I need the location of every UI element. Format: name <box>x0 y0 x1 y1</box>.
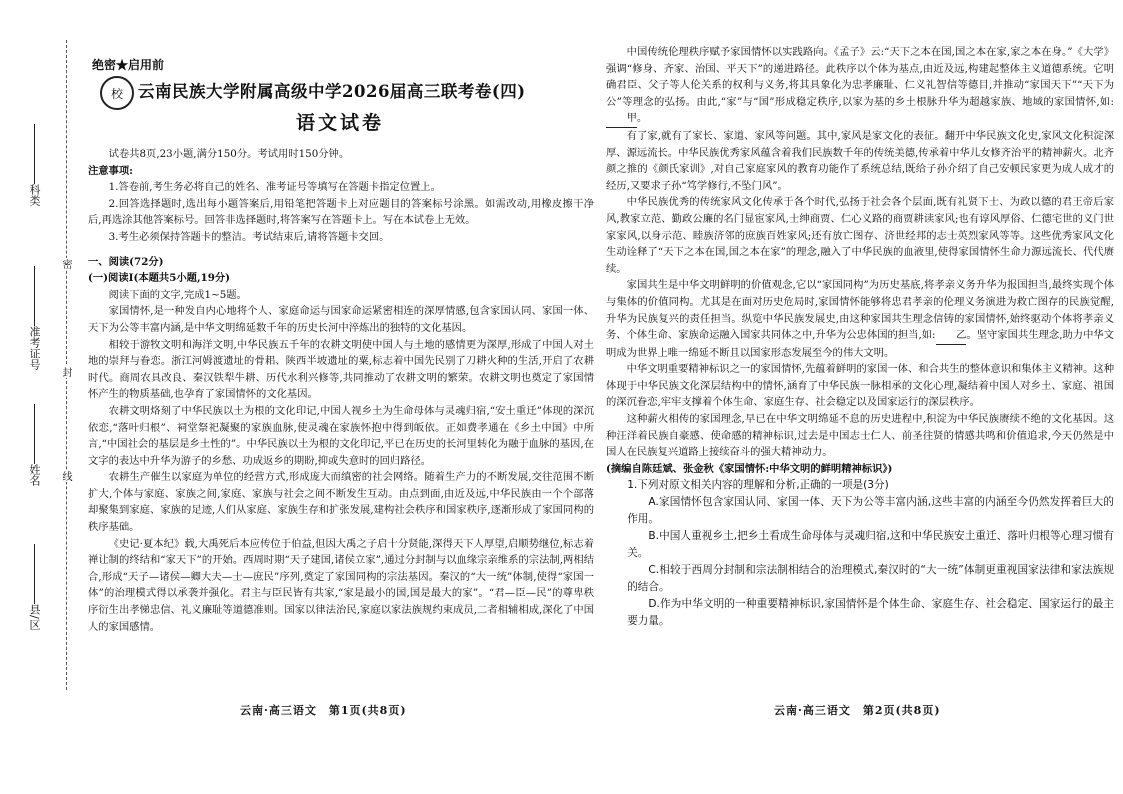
name-line <box>34 404 35 464</box>
exam-intro: 试卷共8页,23小题,满分150分。考试用时150分钟。 <box>108 148 350 160</box>
seal-mark-1: 密 <box>60 259 71 269</box>
option-b[interactable]: B.中国人重视乡土,把乡土看成生命母体与灵魂归宿,这和中华民族安土重迁、落叶归根等心理习惯有关。 <box>627 530 1114 560</box>
blank-yi[interactable]: 乙 <box>936 327 967 345</box>
exam-title: 云南民族大学附属高级中学2026届高三联考卷(四) <box>138 82 526 101</box>
binding-strip <box>0 0 78 794</box>
notice-item: 2.回答选择题时,选出每小题答案后,用铅笔把答题卡上对应题目的答案标号涂黑。如需改动,用橡皮擦干净后,再选涂其他答案标号。回答非选择题时,将答案写在答题卡上。写在本试卷上无效。 <box>88 197 594 227</box>
county-line <box>34 544 35 604</box>
passage-continued <box>606 44 1114 630</box>
passage-paragraph: 这种薪火相传的家国理念,早已在中华文明绵延不息的历史进程中,积淀为中华民族赓续不绝的文化基因。这种汪洋着民族自豪感、使命感的精神标识,过去是中国志士仁人、前圣往贤的情感共鸣和价值追求,今天仍然是中国人在民族复兴道路上接续奋斗的强大精神动力。 <box>606 413 1114 459</box>
subsection-heading: (一)阅读Ⅰ(本题共5小题,19分) <box>88 272 231 285</box>
passage-paragraph: 中国传统伦理秩序赋予家国情怀以实践路向。《孟子》云:“天下之本在国,国之本在家,家之本在身。”《大学》强调“修身、齐家、治国、平天下”的递进路径。此秩序以个体为基点,由近及远,构建起整体主义道德系统。它明确君臣、父子等人伦关系的权利与义务,将其具象化为忠孝廉耻、仁义礼智信等德目,并推动“家国天下”“天下为公”等理念的弘扬。由此,“家”与“国”形成稳定秩序,以家为基的乡土根脉升华为超越家族、地域的家国情怀,如:甲。 <box>606 44 1114 128</box>
page-footer: 云南·高三语文 第1页(共8页) <box>240 704 407 717</box>
notice-item: 1.答卷前,考生务必将自己的姓名、准考证号等填写在答题卡指定位置上。 <box>108 181 441 194</box>
subject-label: 科类 <box>28 184 41 206</box>
option-a[interactable]: A.家国情怀包含家国认同、家国一体、天下为公等丰富内涵,这些丰富的内涵至今仍然发挥着巨大的作用。 <box>627 496 1114 526</box>
instructions-block <box>88 146 594 635</box>
seal-mark-2: 封 <box>60 367 71 377</box>
blank-jia[interactable]: 甲 <box>606 110 637 128</box>
passage-paragraph: 家国情怀,是一种发自内心地将个人、家庭命运与国家命运紧密相连的深厚情感,包含家国认同、家国一体、天下为公等丰富内涵,是中华文明绵延数千年的历史长河中淬炼出的独特的文化基因。 <box>88 305 594 334</box>
page-1 <box>80 0 600 794</box>
subject-field[interactable] <box>26 120 42 206</box>
notice-item: 3.考生必须保持答题卡的整洁。考试结束后,请将答题卡交回。 <box>108 230 390 243</box>
exam-id-line <box>34 266 35 326</box>
passage-source: (摘编自陈廷斌、张金秋《家国情怀:中华文明的鲜明精神标识》) <box>606 462 893 475</box>
county-label: 县/区 <box>28 604 41 630</box>
passage-paragraph: 相较于游牧文明和海洋文明,中华民族五千年的农耕文明使中国人与土地的感情更为深厚,形成了中国人对土地的崇拜与眷恋。浙江河姆渡遗址的骨耜、陕西半坡遗址的粟,标志着中国先民别了刀耕火种的生活,开启了农耕时代。商周农具改良、秦汉铁犁牛耕、历代水利兴修等,共同推动了农耕文明的繁荣。农耕文明也奠定了家国情怀产生的物质基础,也孕育了家国情怀的文化基因。 <box>88 338 594 401</box>
subject-line <box>34 124 35 184</box>
passage-paragraph: 中华文明重要精神标识之一的家国情怀,先蕴着鲜明的家国一体、和合共生的整体意识和集体主义精神。这种体现于中华民族文化深层结构中的情怀,涵育了中华民族一脉相承的文化心理,凝结着中国人对乡土、家庭、祖国的深沉眷恋,牢牢支撑着个体生命、家庭生存、社会稳定以及国家运行的深层秩序。 <box>606 363 1114 409</box>
name-field[interactable] <box>26 400 42 486</box>
option-d[interactable]: D.作为中华文明的一种重要精神标识,家国情怀是个体生命、家庭生存、社会稳定、国家运行的最主要力量。 <box>627 598 1114 628</box>
notice-title: 注意事项: <box>88 164 133 177</box>
exam-id-field[interactable] <box>26 262 42 370</box>
subject-title: 语文试卷 <box>295 112 384 134</box>
passage-paragraph: 家国共生是中华文明鲜明的价值观念,它以“家国同构”为历史基底,将孝亲义务升华为报国担当,最终实现个体与集体的价值同构。尤其是在面对历史危局时,家国情怀能够将忠君孝亲的伦理义务演进为救亡图存的民族觉醒,升华为民族复兴的责任担当。纵览中华民族发展史,由这种家国共生理念信铸的家国情怀,始终驱动个体将孝亲义务、个体生命、家族命运融入国家共同体之中,升华为公忠体国的担当,如: 乙。坚守家国共生理念,助力中华文明成为世界上唯一绵延不断且以国家形态发展至今的伟大文明。 <box>606 279 1114 359</box>
name-label: 姓名 <box>28 464 41 486</box>
passage-paragraph: 《史记·夏本纪》载,大禹死后本应传位于伯益,但因大禹之子启十分贤能,深得天下人厚望,启顺势继位,标志着禅让制的终结和“家天下”的开始。西周时期“天子建国,诸侯立家”,通过分封制与以血缘宗亲维系的宗法制,两相结合,形成“天子—诸侯—卿大夫—士—庶民”序列,奠定了家国同构的宗法基因。秦汉的“大一统”体制,使得“家国一体”的治理模式得以承袭并强化。君主与臣民皆有共家,“家是最小的国,国是最大的家”。“君—臣—民”的尊卑秩序衍生出孝悌忠信、礼义廉耻等道德准则。国家以律法治民,家庭以家法族规约束成员,二者相辅相成,深化了中国人的家国感情。 <box>88 537 594 633</box>
exam-id-label: 准考证号 <box>28 326 41 370</box>
seal-line <box>66 40 67 690</box>
passage-paragraph: 中华民族优秀的传统家风文化传承于各个时代,弘扬于社会各个层面,既有礼贤下士、为政以德的君王帝后家风,教家立范、勤政公廉的名门显宦家风,士绅商贾、仁心义路的商贾耕读家风;也有谆风厚俗、仁德宅世的义门世家家风,以身示范、睦族济邻的庶族百姓家风;还有放亡图存、济世经邦的志士英烈家风等等。这些优秀家风文化生动诠释了“天下之本在国,国之本在家”的理念,融入了中华民族的血液里,使得家国情怀生命力源远流长、代代赓续。 <box>606 196 1114 275</box>
county-field[interactable] <box>26 540 42 630</box>
passage-paragraph: 农耕生产催生以家庭为单位的经营方式,形成庞大而缜密的社会网络。随着生产力的不断发展,交往范围不断扩大,个体与家庭、家族之间,家庭、家族与社会之间不断发生互动。由点到面,由近及远,中华民族由一个个部落却聚集到家庭、家族的足迹,人们从家庭、家族生存和扩张发展,建构社会秩序和国家秩序,逐渐形成了家国同构的秩序基础。 <box>88 471 594 534</box>
question-1 <box>606 477 1114 630</box>
page-footer: 云南·高三语文 第2页(共8页) <box>774 704 941 717</box>
option-c[interactable]: C.相较于西周分封制和宗法制相结合的治理模式,秦汉时的“大一统”体制更重视国家法律和家法族规的结合。 <box>627 564 1114 594</box>
page-2 <box>606 0 1114 794</box>
confidential-mark: 绝密★启用前 <box>92 58 165 72</box>
section-heading: 一、阅读(72分) <box>88 255 164 268</box>
school-logo-icon: 校 <box>100 76 134 110</box>
question-stem: 1.下列对原文相关内容的理解和分析,正确的一项是(3分) <box>627 479 889 492</box>
seal-mark-3: 线 <box>60 471 71 481</box>
passage-paragraph: 有了家,就有了家长、家道、家风等问题。其中,家风是家文化的表征。翻开中华民族文化史,家风文化积淀深厚、源远流长。中华民族优秀家风蕴含着我们民族数千年的传统美德,传承着中华儿女修齐治平的精神薪火。北齐颜之推的《颜氏家训》,对自己家庭家风的教育功能作了系统总结,既给子孙介绍了自己安顿民家更为成人成才的经历,又要求子孙“笃学修行,不坠门风”。 <box>606 129 1114 192</box>
passage-paragraph: 农耕文明烙刻了中华民族以土为根的文化印记,中国人视乡土为生命母体与灵魂归宿,“安土重迁”体现的深沉依恋,“落叶归根”、祠堂祭祀凝聚的家族血脉,使灵魂在家族怀抱中得到皈依。正如费孝通在《乡土中国》中所言,“中国社会的基层是乡土性的”。中华民族以土为根的文化印记,平已在历史的长河里转化为融于血脉的基因,在文字的表达中升华为游子的乡愁、功成返乡的期盼,抑或失意时的回归路径。 <box>88 404 594 467</box>
reading-instruction: 阅读下面的文字,完成1~5题。 <box>108 288 247 301</box>
